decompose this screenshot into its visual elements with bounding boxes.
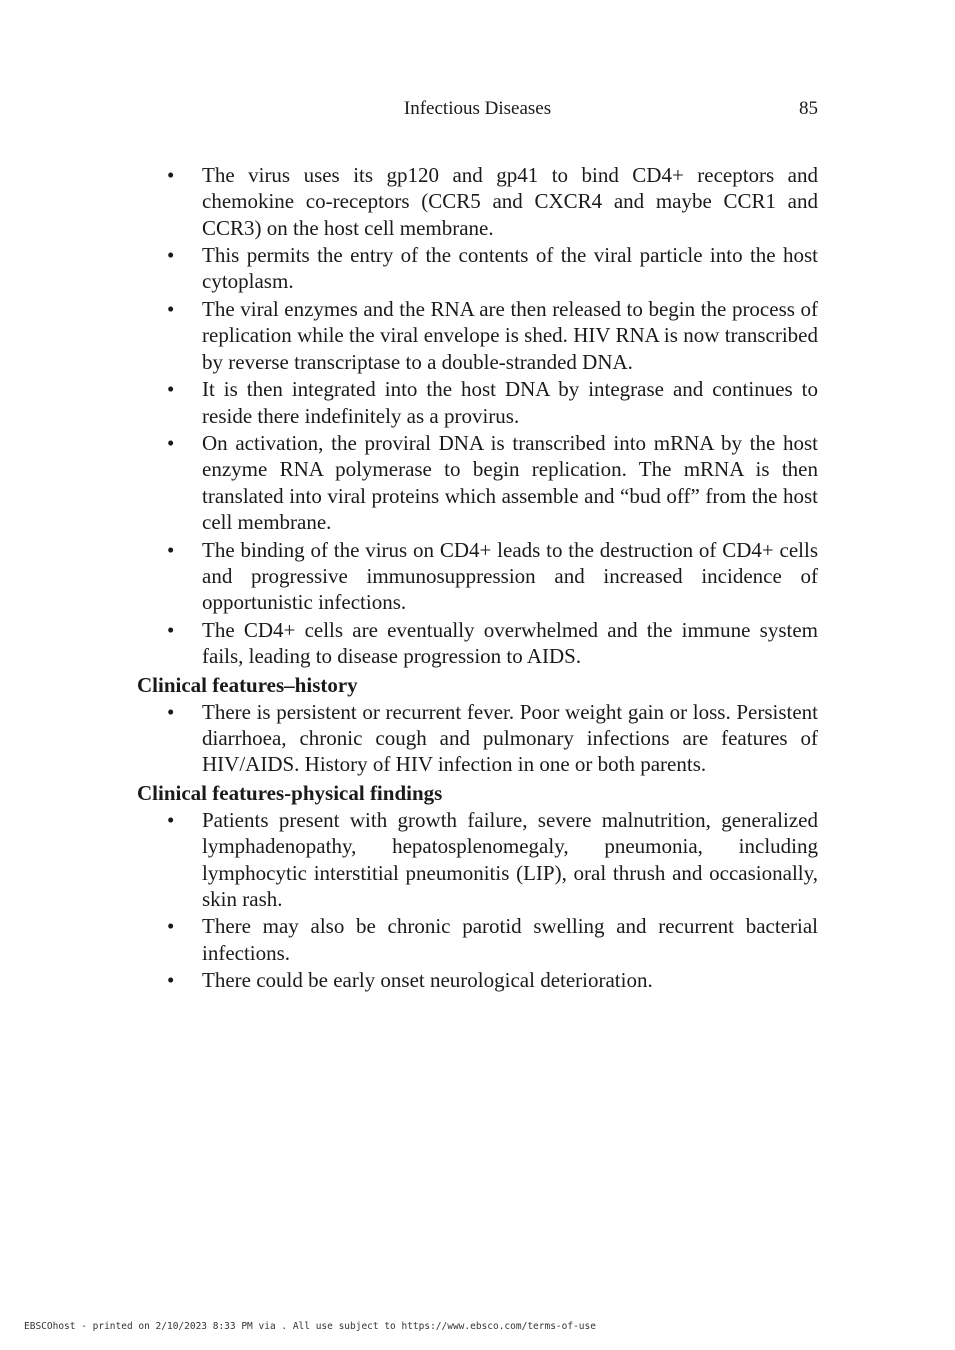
section-heading-history: Clinical features–history bbox=[137, 672, 358, 697]
print-footer: EBSCOhost - printed on 2/10/2023 8:33 PM via . All use subject to https://www.ebsco.com/terms-of-use bbox=[24, 1321, 596, 1332]
list-item-text: The binding of the virus on CD4+ leads to the destruction of CD4+ cells and progressive immunosuppression and increased incidence of opportunistic infections. bbox=[202, 537, 818, 615]
list-item bbox=[137, 537, 818, 616]
list-item bbox=[137, 967, 818, 993]
bullet-icon: • bbox=[167, 163, 175, 187]
page-number: 85 bbox=[799, 98, 818, 119]
list-item-text: The CD4+ cells are eventually overwhelmed and the immune system fails, leading to disease progression to AIDS. bbox=[202, 617, 818, 669]
list-item bbox=[137, 617, 818, 670]
list-item bbox=[137, 242, 818, 295]
list-item-text: This permits the entry of the contents of the viral particle into the host cytoplasm. bbox=[202, 243, 818, 294]
list-item-text: There may also be chronic parotid swelling and recurrent bacterial infections. bbox=[202, 914, 818, 965]
bullet-icon: • bbox=[167, 914, 175, 939]
bullet-icon: • bbox=[167, 377, 175, 402]
list-item bbox=[137, 430, 818, 535]
list-item bbox=[137, 162, 818, 241]
list-item-text: There could be early onset neurological deterioration. bbox=[202, 968, 653, 993]
list-item-text: It is then integrated into the host DNA by integrase and continues to reside there indefinitely as a provirus. bbox=[202, 377, 818, 428]
intro-bullet-list bbox=[137, 162, 818, 669]
bullet-icon: • bbox=[167, 243, 175, 268]
bullet-icon: • bbox=[167, 297, 175, 322]
list-item-text: Patients present with growth failure, severe malnutrition, generalized lymphadenopathy, hepatosplenomegaly, pneumonia, including lymphocytic interstitial pneumonitis (LIP), oral thrush and occasionally, skin rash. bbox=[202, 807, 818, 911]
section-heading-physical-findings: Clinical features-physical findings bbox=[137, 780, 443, 805]
list-item-text: The virus uses its gp120 and gp41 to bind CD4+ receptors and chemokine co-receptors (CCR5 and CXCR4 and maybe CCR1 and CCR3) on the host cell membrane. bbox=[202, 163, 818, 240]
page-body bbox=[137, 162, 818, 995]
bullet-icon: • bbox=[167, 968, 175, 993]
physical-bullet-list bbox=[137, 807, 818, 994]
bullet-icon: • bbox=[167, 617, 175, 642]
list-item bbox=[137, 913, 818, 966]
running-header-title: Infectious Diseases bbox=[403, 98, 552, 119]
list-item-text: The viral enzymes and the RNA are then released to begin the process of replication while the viral envelope is shed. HIV RNA is now transcribed by reverse transcriptase to a double-stranded DNA. bbox=[202, 297, 818, 374]
bullet-icon: • bbox=[167, 807, 175, 832]
bullet-icon: • bbox=[167, 537, 175, 562]
list-item-text: There is persistent or recurrent fever. Poor weight gain or loss. Persistent diarrhoea, chronic cough and pulmonary infections are features of HIV/AIDS. History of HIV infection in one or both parents. bbox=[202, 699, 818, 777]
running-header bbox=[137, 96, 818, 122]
list-item bbox=[137, 296, 818, 375]
history-bullet-list bbox=[137, 699, 818, 778]
list-item bbox=[137, 699, 818, 778]
bullet-icon: • bbox=[167, 699, 175, 724]
list-item bbox=[137, 376, 818, 429]
bullet-icon: • bbox=[167, 431, 175, 456]
list-item-text: On activation, the proviral DNA is transcribed into mRNA by the host enzyme RNA polymerase to begin replication. The mRNA is then translated into viral proteins which assemble and “bud off” from the host cell membrane. bbox=[202, 431, 818, 535]
list-item bbox=[137, 807, 818, 912]
